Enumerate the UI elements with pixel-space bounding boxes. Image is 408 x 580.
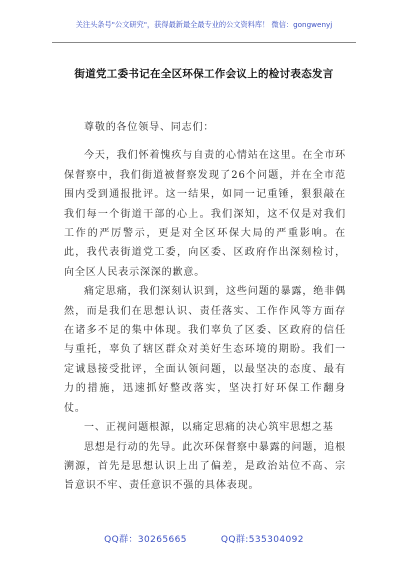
footer-qq-group-left: QQ群：30265665: [104, 535, 187, 545]
paragraph-2: 痛定思痛，我们深刻认识到，这些问题的暴露，绝非偶然，而是我们在思想认识、责任落实、工作作风等方面存在诸多不足的集中体现。我们辜负了区委、区政府的信任与重托，辜负了辖区群众对美好生态环境的期盼。我们一定诚恳接受批评，全面认领问题，以最坚决的态度、最有力的措施，迅速抓好整改落实，坚决打好环保工作翻身仗。: [64, 286, 346, 414]
paragraph-3: 思想是行动的先导。此次环保督察中暴露的问题，追根溯源，首先是思想认识上出了偏差，是政治站位不高、宗旨意识不牢、责任意识不强的具体表现。: [64, 441, 346, 492]
header-banner: 关注头条号"公文研究"，获得最新最全最专业的公文资料库！ 微信：gongwenyj: [75, 20, 333, 29]
header-divider: [52, 42, 356, 43]
salutation: 尊敬的各位领导、同志们：: [84, 122, 215, 133]
paragraph-1: 今天，我们怀着愧疚与自责的心情站在这里。在全市环保督察中，我们街道被督察发现了26个问题，并在全市范围内受到通报批评。这一结果，如同一记重锤，狠狠敲在我们每一个街道干部的心上。我们深知，这不仅是对我们工作的严厉警示，更是对全区环保大局的严重影响。在此，我代表街道党工委，向区委、区政府作出深刻检讨，向全区人民表示深深的歉意。: [64, 150, 346, 278]
document-title: 街道党工委书记在全区环保工作会议上的检讨表态发言: [74, 68, 334, 80]
document-body: [64, 118, 346, 496]
section-heading-1: 一、正视问题根源，以痛定思痛的决心筑牢思想之基: [84, 422, 334, 434]
footer-contact: [0, 532, 408, 545]
footer-qq-group-right: QQ群:535304092: [220, 535, 304, 545]
